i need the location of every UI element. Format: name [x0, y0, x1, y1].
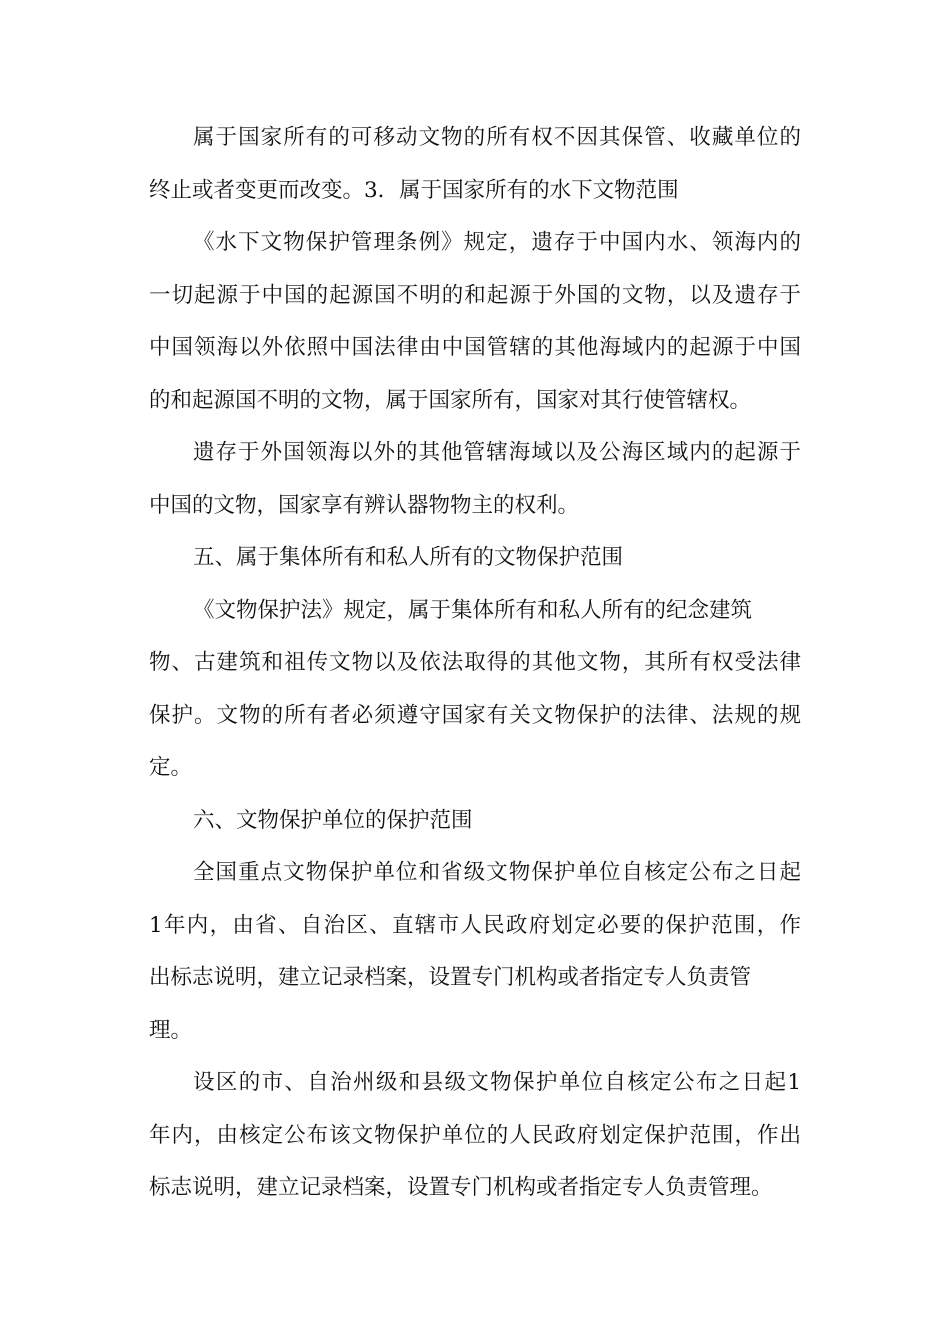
- body-text-line: 《文物保护法》规定，属于集体所有和私人所有的纪念建筑: [193, 597, 753, 623]
- body-text-line: 出标志说明，建立记录档案，设置专门机构或者指定专人负责管: [149, 965, 752, 990]
- body-text-line: 中国领海以外依照中国法律由中国管辖的其他海域内的起源于中国: [149, 335, 801, 360]
- body-text-line: 属于国家所有的可移动文物的所有权不因其保管、收藏单位的: [193, 125, 801, 150]
- body-text-line: 理。: [149, 1017, 193, 1043]
- document-page: [149, 112, 801, 1215]
- body-text-line: 设区的市、自治州级和县级文物保护单位自核定公布之日起1: [193, 1070, 801, 1095]
- body-text-line: 中国的文物，国家享有辨认器物物主的权利。: [149, 492, 580, 518]
- body-text-line: 一切起源于中国的起源国不明的和起源于外国的文物，以及遗存于: [149, 282, 801, 308]
- body-text-line: 物、古建筑和祖传文物以及依法取得的其他文物，其所有权受法律: [149, 650, 801, 675]
- body-text-line: 标志说明，建立记录档案，设置专门机构或者指定专人负责管理。: [149, 1175, 773, 1200]
- body-text-line: 定。: [149, 755, 193, 780]
- body-text-line: 终止或者变更而改变。3．属于国家所有的水下文物范围: [149, 177, 679, 203]
- body-text-line: 年内，由核定公布该文物保护单位的人民政府划定保护范围，作出: [149, 1122, 801, 1148]
- body-text-line: 《水下文物保护管理条例》规定，遗存于中国内水、领海内的: [193, 230, 801, 255]
- body-text-line: 1年内，由省、自治区、直辖市人民政府划定必要的保护范围，作: [149, 912, 801, 938]
- body-text-line: 遗存于外国领海以外的其他管辖海域以及公海区域内的起源于: [193, 440, 801, 465]
- body-text-line: 的和起源国不明的文物，属于国家所有，国家对其行使管辖权。: [149, 387, 752, 413]
- body-text-line: 保护。文物的所有者必须遵守国家有关文物保护的法律、法规的规: [149, 702, 801, 728]
- body-text-line: 全国重点文物保护单位和省级文物保护单位自核定公布之日起: [193, 860, 801, 885]
- section-heading: 六、文物保护单位的保护范围: [193, 807, 473, 833]
- section-heading: 五、属于集体所有和私人所有的文物保护范围: [193, 545, 624, 570]
